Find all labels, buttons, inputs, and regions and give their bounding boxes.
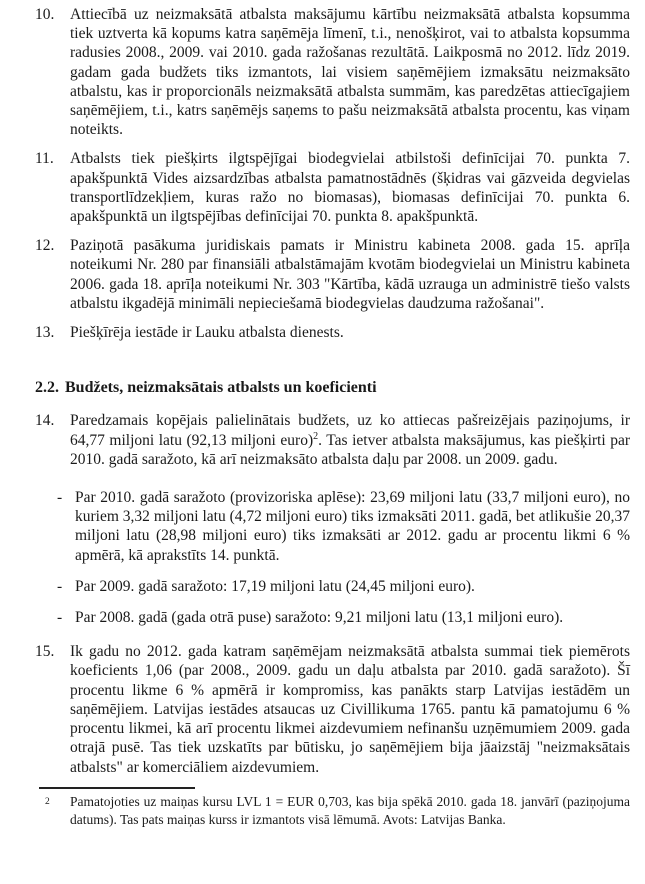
paragraph-12 [35, 236, 630, 313]
paragraph-text: Paziņotā pasākuma juridiskais pamats ir Ministru kabineta 2008. gada 15. aprīļa noteikumi Nr. 280 par finansiāli atbalstāmajām kvotām biodegvielai un Ministru kabineta 2006. gada 18. aprīļa noteikumi Nr. 303 "Kārtība, kādā uzrauga un administrē tiešo valsts atbalstu ikgadējā minimāli nepieciešamā biodegvielas daudzuma ražošanai". [70, 237, 630, 312]
footnote-text: Pamatojoties uz maiņas kursu LVL 1 = EUR 0,703, kas bija spēkā 2010. gada 18. janvārī (paziņojuma datums). Tas pats maiņas kurss ir izmantots visā lēmumā. Avots: Latvijas Banka. [70, 793, 630, 828]
section-heading-number: 2.2. [35, 379, 59, 397]
dash-bullet: - [57, 577, 63, 595]
section-heading [35, 378, 630, 397]
footnote-marker-number: 2 [45, 796, 50, 807]
paragraph-text-before-ref: Paredzamais kopējais palielinātais budžets, uz ko attiecas pašreizējais paziņojums, ir 64,77 miljoni latu (92,13 miljoni euro) [70, 412, 630, 449]
footnote-reference: 2 [313, 430, 319, 442]
paragraph-text [70, 411, 630, 469]
paragraph-11 [35, 149, 630, 226]
paragraph-13 [35, 323, 630, 342]
footnote-separator [39, 787, 195, 789]
sub-item-2008 [35, 608, 630, 627]
paragraph-text: Atbalsts tiek piešķirts ilgtspējīgai biodegvielai atbilstoši definīcijai 70. punkta 7. apakšpunktā Vides aizsardzības atbalsta pamatnostādnēs (šķidras vai gāzveida degvielas transportlīdzekļiem, kuras ražo no biomasas), biomasas definīcijai 70. punkta 6. apakšpunktā un ilgtspējības definīcijai 70. punkta 8. apakšpunktā. [70, 150, 630, 226]
dash-bullet: - [57, 609, 63, 627]
spacer [35, 479, 630, 488]
sub-item-text: Par 2010. gadā saražoto (provizoriska aplēse): 23,69 miljoni latu (33,7 miljoni euro), no kuriem 3,32 miljoni latu (4,72 miljoni euro) tiks izmaksāti 2011. gadā, bet atlikušie 20,37 miljoni latu (28,98 miljoni euro) tiks izmaksāti ar 2012. gadu ar procentu likmi 6 % apmērā, kā aprakstīts 14. punktā. [75, 489, 630, 564]
sub-item-text: Par 2009. gadā saražoto: 17,19 miljoni latu (24,45 miljoni euro). [75, 577, 475, 595]
paragraph-number: 12. [35, 237, 55, 255]
paragraph-10 [35, 5, 630, 139]
paragraph-15 [35, 642, 630, 776]
paragraph-text-after-ref: . Tas ietver atbalsta maksājumus, kas piešķirti par 2010. gadā saražoto, kā arī neizmaksāto atbalsta daļu par 2008. un 2009. gadu. [70, 431, 630, 468]
paragraph-14 [35, 411, 630, 469]
paragraph-number: 13. [35, 324, 55, 342]
paragraph-number: 10. [35, 6, 55, 23]
dash-bullet: - [57, 489, 63, 507]
paragraph-text: Ik gadu no 2012. gada katram saņēmējam neizmaksātā atbalsta summai tiek piemērots koeficients 1,06 (par 2008., 2009. gadu un daļu atbalsta par 2010. gadā saražoto). Šī procentu likme 6 % apmērā ir kompromiss, kas panākts starp Latvijas iestādēm un saņēmējiem. Latvijas iestādes atsaucas uz Civillikuma 1765. pantu kā pamatojumu 6 % procentu likmei, kā arī procentu likmei aizdevumiem nefinanšu uzņēmumiem 2009. gada otrajā pusē. Tas tiek uzskatīts par būtisku, jo saņēmējiem bija jāaizstāj "neizmaksātais atbalsts" ar komerciāliem aizdevumiem. [70, 643, 630, 776]
paragraph-text: Piešķīrēja iestāde ir Lauku atbalsta dienests. [70, 324, 344, 342]
section-heading-title: Budžets, neizmaksātais atbalsts un koeficienti [65, 379, 377, 397]
paragraph-text: Attiecībā uz neizmaksātā atbalsta maksājumu kārtību neizmaksātā atbalsta kopsumma tiek uztverta kā kopums katra saņēmēja līmenī, t.i., nenošķirot, vai to atbalsta kopsumma radusies 2008., 2009. vai 2010. gada ražošanas rezultātā. Laikposmā no 2012. līdz 2019. gadam gada budžets tiks izmantots, lai visiem saņēmējiem izmaksātu neizmaksāto atbalstu, kas ir proporcionāls neizmaksātā atbalsta summām, kas paredzētas attiecīgajiem saņēmējiem, t.i., katrs saņēmējs saņems to pašu neizmaksātā atbalsta procentu, kas viņam noteikts. [70, 6, 630, 139]
paragraph-number: 14. [35, 412, 55, 430]
sub-item-2010 [35, 488, 630, 565]
paragraph-number: 11. [35, 150, 54, 168]
footnote [35, 793, 630, 830]
sub-item-text: Par 2008. gadā (gada otrā puse) saražoto: 9,21 miljoni latu (13,1 miljoni euro). [75, 609, 564, 627]
footnote-marker [35, 793, 70, 830]
paragraph-number: 15. [35, 643, 55, 661]
sub-item-2009 [35, 577, 630, 596]
